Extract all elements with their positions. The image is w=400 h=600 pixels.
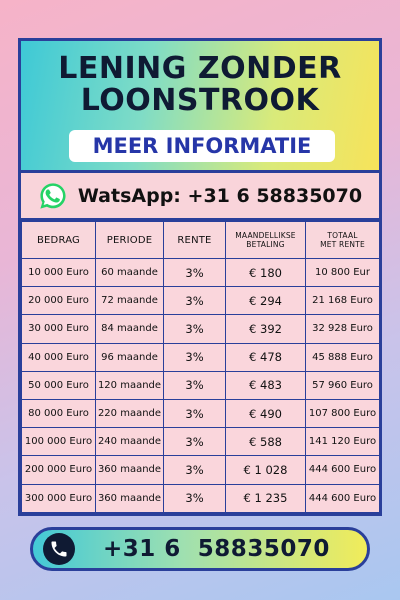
col-header-monthly [226, 222, 306, 259]
cell-amount: 10 000 Euro [22, 259, 96, 287]
cell-rate: 3% [164, 484, 226, 512]
table-row [22, 371, 380, 399]
cell-period: 72 maande [96, 287, 164, 315]
cell-period: 84 maande [96, 315, 164, 343]
cell-monthly: € 483 [226, 371, 306, 399]
cell-period: 360 maande [96, 456, 164, 484]
whatsapp-number: WatsApp: +31 6 58835070 [77, 184, 363, 207]
cell-period: 120 maande [96, 371, 164, 399]
page-title [21, 41, 379, 117]
cell-period: 220 maande [96, 399, 164, 427]
cell-monthly: € 294 [226, 287, 306, 315]
cell-monthly: € 478 [226, 343, 306, 371]
table-row [22, 343, 380, 371]
cell-monthly: € 180 [226, 259, 306, 287]
col-header-rate: RENTE [164, 222, 226, 259]
whatsapp-icon [38, 181, 68, 211]
header-banner [21, 41, 379, 173]
cell-amount: 300 000 Euro [22, 484, 96, 512]
table-row [22, 428, 380, 456]
col-header-total [306, 222, 380, 259]
cell-rate: 3% [164, 371, 226, 399]
cell-total: 57 960 Euro [306, 371, 380, 399]
col-header-period: PERIODE [96, 222, 164, 259]
cell-monthly: € 490 [226, 399, 306, 427]
title-line-2: LOONSTROOK [80, 83, 320, 118]
cell-monthly: € 1 235 [226, 484, 306, 512]
cell-total: 10 800 Eur [306, 259, 380, 287]
table-row [22, 259, 380, 287]
cell-amount: 20 000 Euro [22, 287, 96, 315]
cell-rate: 3% [164, 315, 226, 343]
more-info-button[interactable]: MEER INFORMATIE [69, 130, 335, 162]
cell-period: 96 maande [96, 343, 164, 371]
cell-period: 240 maande [96, 428, 164, 456]
cell-rate: 3% [164, 399, 226, 427]
cell-amount: 80 000 Euro [22, 399, 96, 427]
table-header-row [22, 222, 380, 259]
cell-total: 141 120 Euro [306, 428, 380, 456]
cell-total: 45 888 Euro [306, 343, 380, 371]
table-row [22, 399, 380, 427]
loan-card [18, 38, 382, 516]
cell-total: 444 600 Euro [306, 456, 380, 484]
cell-total: 32 928 Euro [306, 315, 380, 343]
cell-monthly: € 392 [226, 315, 306, 343]
cell-rate: 3% [164, 428, 226, 456]
phone-bar[interactable] [30, 527, 370, 571]
cell-amount: 100 000 Euro [22, 428, 96, 456]
phone-glyph [49, 539, 69, 559]
col-header-total-label: TOTAAL MET RENTE [320, 231, 365, 249]
cell-rate: 3% [164, 456, 226, 484]
cell-total: 21 168 Euro [306, 287, 380, 315]
cell-period: 360 maande [96, 484, 164, 512]
cell-total: 444 600 Euro [306, 484, 380, 512]
cell-monthly: € 1 028 [226, 456, 306, 484]
whatsapp-contact[interactable] [21, 173, 379, 221]
cell-monthly: € 588 [226, 428, 306, 456]
cell-amount: 40 000 Euro [22, 343, 96, 371]
loan-table [21, 221, 380, 513]
table-row [22, 484, 380, 512]
cell-rate: 3% [164, 287, 226, 315]
table-row [22, 315, 380, 343]
phone-number: +31 6 58835070 [103, 536, 330, 562]
cell-total: 107 800 Euro [306, 399, 380, 427]
cell-rate: 3% [164, 259, 226, 287]
title-line-1: LENING ZONDER [58, 51, 342, 86]
cell-amount: 200 000 Euro [22, 456, 96, 484]
col-header-monthly-label: MAANDELLIKSE BETALING [235, 231, 296, 249]
col-header-amount: BEDRAG [22, 222, 96, 259]
phone-icon [43, 533, 75, 565]
table-row [22, 287, 380, 315]
cell-amount: 30 000 Euro [22, 315, 96, 343]
cell-period: 60 maande [96, 259, 164, 287]
table-row [22, 456, 380, 484]
cell-rate: 3% [164, 343, 226, 371]
cell-amount: 50 000 Euro [22, 371, 96, 399]
